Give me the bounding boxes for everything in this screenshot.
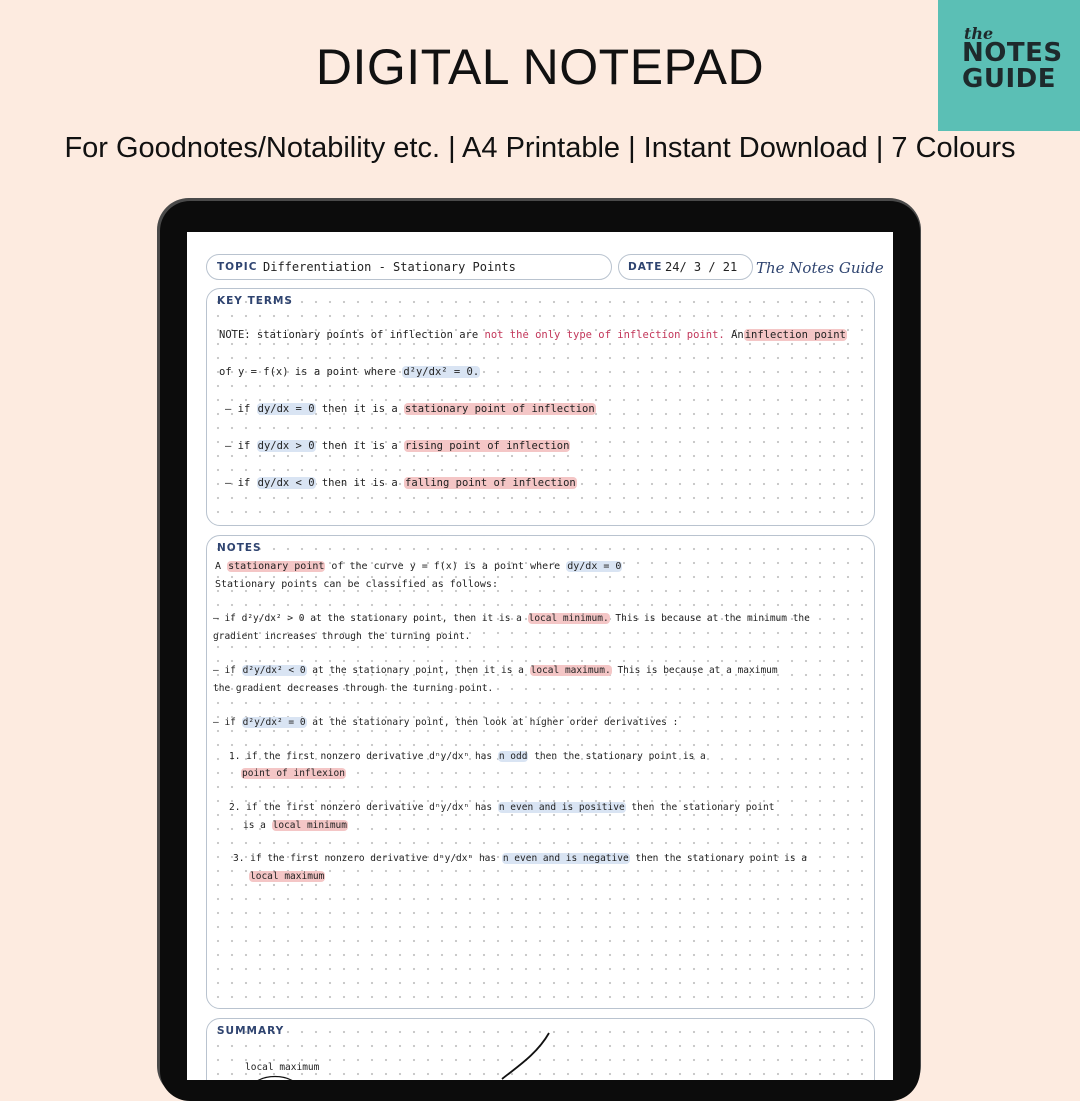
notes-line: the gradient decreases through the turning point. — [213, 683, 494, 694]
notes-subitem — [233, 852, 807, 866]
notes-highlight: local minimum — [272, 820, 347, 831]
brand-logo — [938, 0, 1080, 131]
curve-stroke-icon — [502, 1033, 549, 1079]
bullet-condition: dy/dx > 0 — [257, 440, 315, 452]
date-value: 24/ 3 / 21 — [665, 260, 738, 274]
notes-text: 1. if the first nonzero derivative dⁿy/dxⁿ has — [229, 751, 493, 762]
curve-peak-icon — [257, 1077, 293, 1081]
notes-text: then the stationary point — [631, 802, 775, 813]
notes-text: 2. if the first nonzero derivative dⁿy/dxⁿ has — [229, 802, 493, 813]
notes-highlight: local maximum — [250, 871, 325, 882]
bullet-dash: — if — [225, 440, 251, 452]
notes-text: 3. if the first nonzero derivative dⁿy/dxⁿ has — [233, 853, 497, 864]
notes-highlight-blue: d²y/dx² = 0 — [242, 717, 306, 728]
bullet-text: then it is a — [321, 440, 398, 452]
bullet-result: rising point of inflection — [405, 440, 570, 452]
notes-line: Stationary points can be classified as follows: — [215, 579, 498, 590]
notes-subitem-line2 — [243, 819, 348, 833]
notes-highlight: point of inflexion — [242, 768, 345, 779]
key-terms-line2 — [219, 365, 480, 379]
notes-subitem — [229, 750, 706, 764]
brand-the: the — [964, 24, 994, 43]
notes-text: This is because at a maximum — [617, 665, 778, 676]
notes-highlight-blue: n even and is negative — [502, 853, 629, 864]
notepad-page — [187, 232, 893, 1080]
notes-text: then the stationary point is a — [534, 751, 706, 762]
key-terms-box[interactable] — [206, 288, 875, 526]
date-field[interactable] — [618, 254, 753, 280]
notes-subitem — [229, 801, 774, 815]
note-red-text: not the only type of inflection point. — [484, 329, 725, 341]
line2-highlight: d²y/dx² = 0. — [403, 366, 480, 378]
notes-text: at the stationary point, then it is a — [312, 665, 524, 676]
notes-text: — if d²y/dx² > 0 at the stationary point, then it is a — [213, 613, 522, 624]
bullet-result: stationary point of inflection — [405, 403, 595, 415]
signature: The Notes Guide — [756, 259, 884, 277]
notes-subitem-line2 — [241, 767, 346, 781]
bullet-text: then it is a — [321, 403, 398, 415]
date-label: DATE — [628, 261, 663, 273]
summary-label: SUMMARY — [217, 1025, 285, 1037]
notes-text: at the stationary point, then look at higher order derivatives : — [312, 717, 679, 728]
bullet-result: falling point of inflection — [405, 477, 576, 489]
notes-text: This is because at the minimum the — [615, 613, 810, 624]
summary-box[interactable] — [206, 1018, 875, 1080]
notes-line — [213, 612, 810, 626]
topic-field[interactable] — [206, 254, 612, 280]
notes-line — [213, 664, 778, 678]
brand-line1: NOTES — [962, 38, 1063, 68]
notes-highlight: local minimum. — [528, 613, 609, 624]
notes-text: A — [215, 561, 222, 572]
notes-label: NOTES — [217, 542, 262, 554]
bullet-condition: dy/dx < 0 — [257, 477, 315, 489]
notes-line — [215, 560, 622, 574]
notes-text: then the stationary point is a — [635, 853, 808, 864]
bullet-row — [225, 402, 596, 416]
key-terms-note — [219, 328, 847, 342]
bullet-row — [225, 439, 570, 453]
line2-text: of y = f(x) is a point where — [219, 366, 397, 378]
notes-text: is a — [243, 820, 266, 831]
notes-text: of the curve y = f(x) is a point where — [331, 561, 561, 572]
notes-highlight: stationary point — [228, 561, 325, 572]
notes-line — [213, 716, 678, 730]
notes-box[interactable] — [206, 535, 875, 1009]
notes-highlight: local maximum. — [530, 665, 611, 676]
notes-subitem-line2 — [249, 870, 325, 884]
sketch-label: local maximum — [245, 1062, 320, 1073]
brand-line2: GUIDE — [962, 64, 1056, 94]
page-subtitle: For Goodnotes/Notability etc. | A4 Printable | Instant Download | 7 Colours — [64, 132, 1016, 164]
bullet-condition: dy/dx = 0 — [257, 403, 315, 415]
notes-highlight-blue: n odd — [498, 751, 528, 762]
note-text: NOTE: stationary points of inflection are — [219, 329, 479, 341]
key-terms-label: KEY TERMS — [217, 295, 293, 307]
notes-highlight-blue: n even and is positive — [498, 802, 625, 813]
notes-highlight-blue: d²y/dx² < 0 — [242, 665, 306, 676]
page-title: DIGITAL NOTEPAD — [315, 39, 765, 95]
notes-text: — if — [213, 665, 236, 676]
topic-value: Differentiation - Stationary Points — [263, 260, 516, 274]
notes-highlight-blue: dy/dx = 0 — [567, 561, 622, 572]
curve-sketch — [207, 1019, 876, 1080]
notes-line: gradient increases through the turning point. — [213, 631, 471, 642]
bullet-row — [225, 476, 577, 490]
bullet-text: then it is a — [321, 477, 398, 489]
topic-label: TOPIC — [217, 261, 258, 273]
bullet-dash: — if — [225, 403, 251, 415]
notes-text: — if — [213, 717, 236, 728]
note-an-text: An — [731, 329, 744, 341]
note-highlight: inflection point — [744, 329, 846, 341]
bullet-dash: — if — [225, 477, 251, 489]
